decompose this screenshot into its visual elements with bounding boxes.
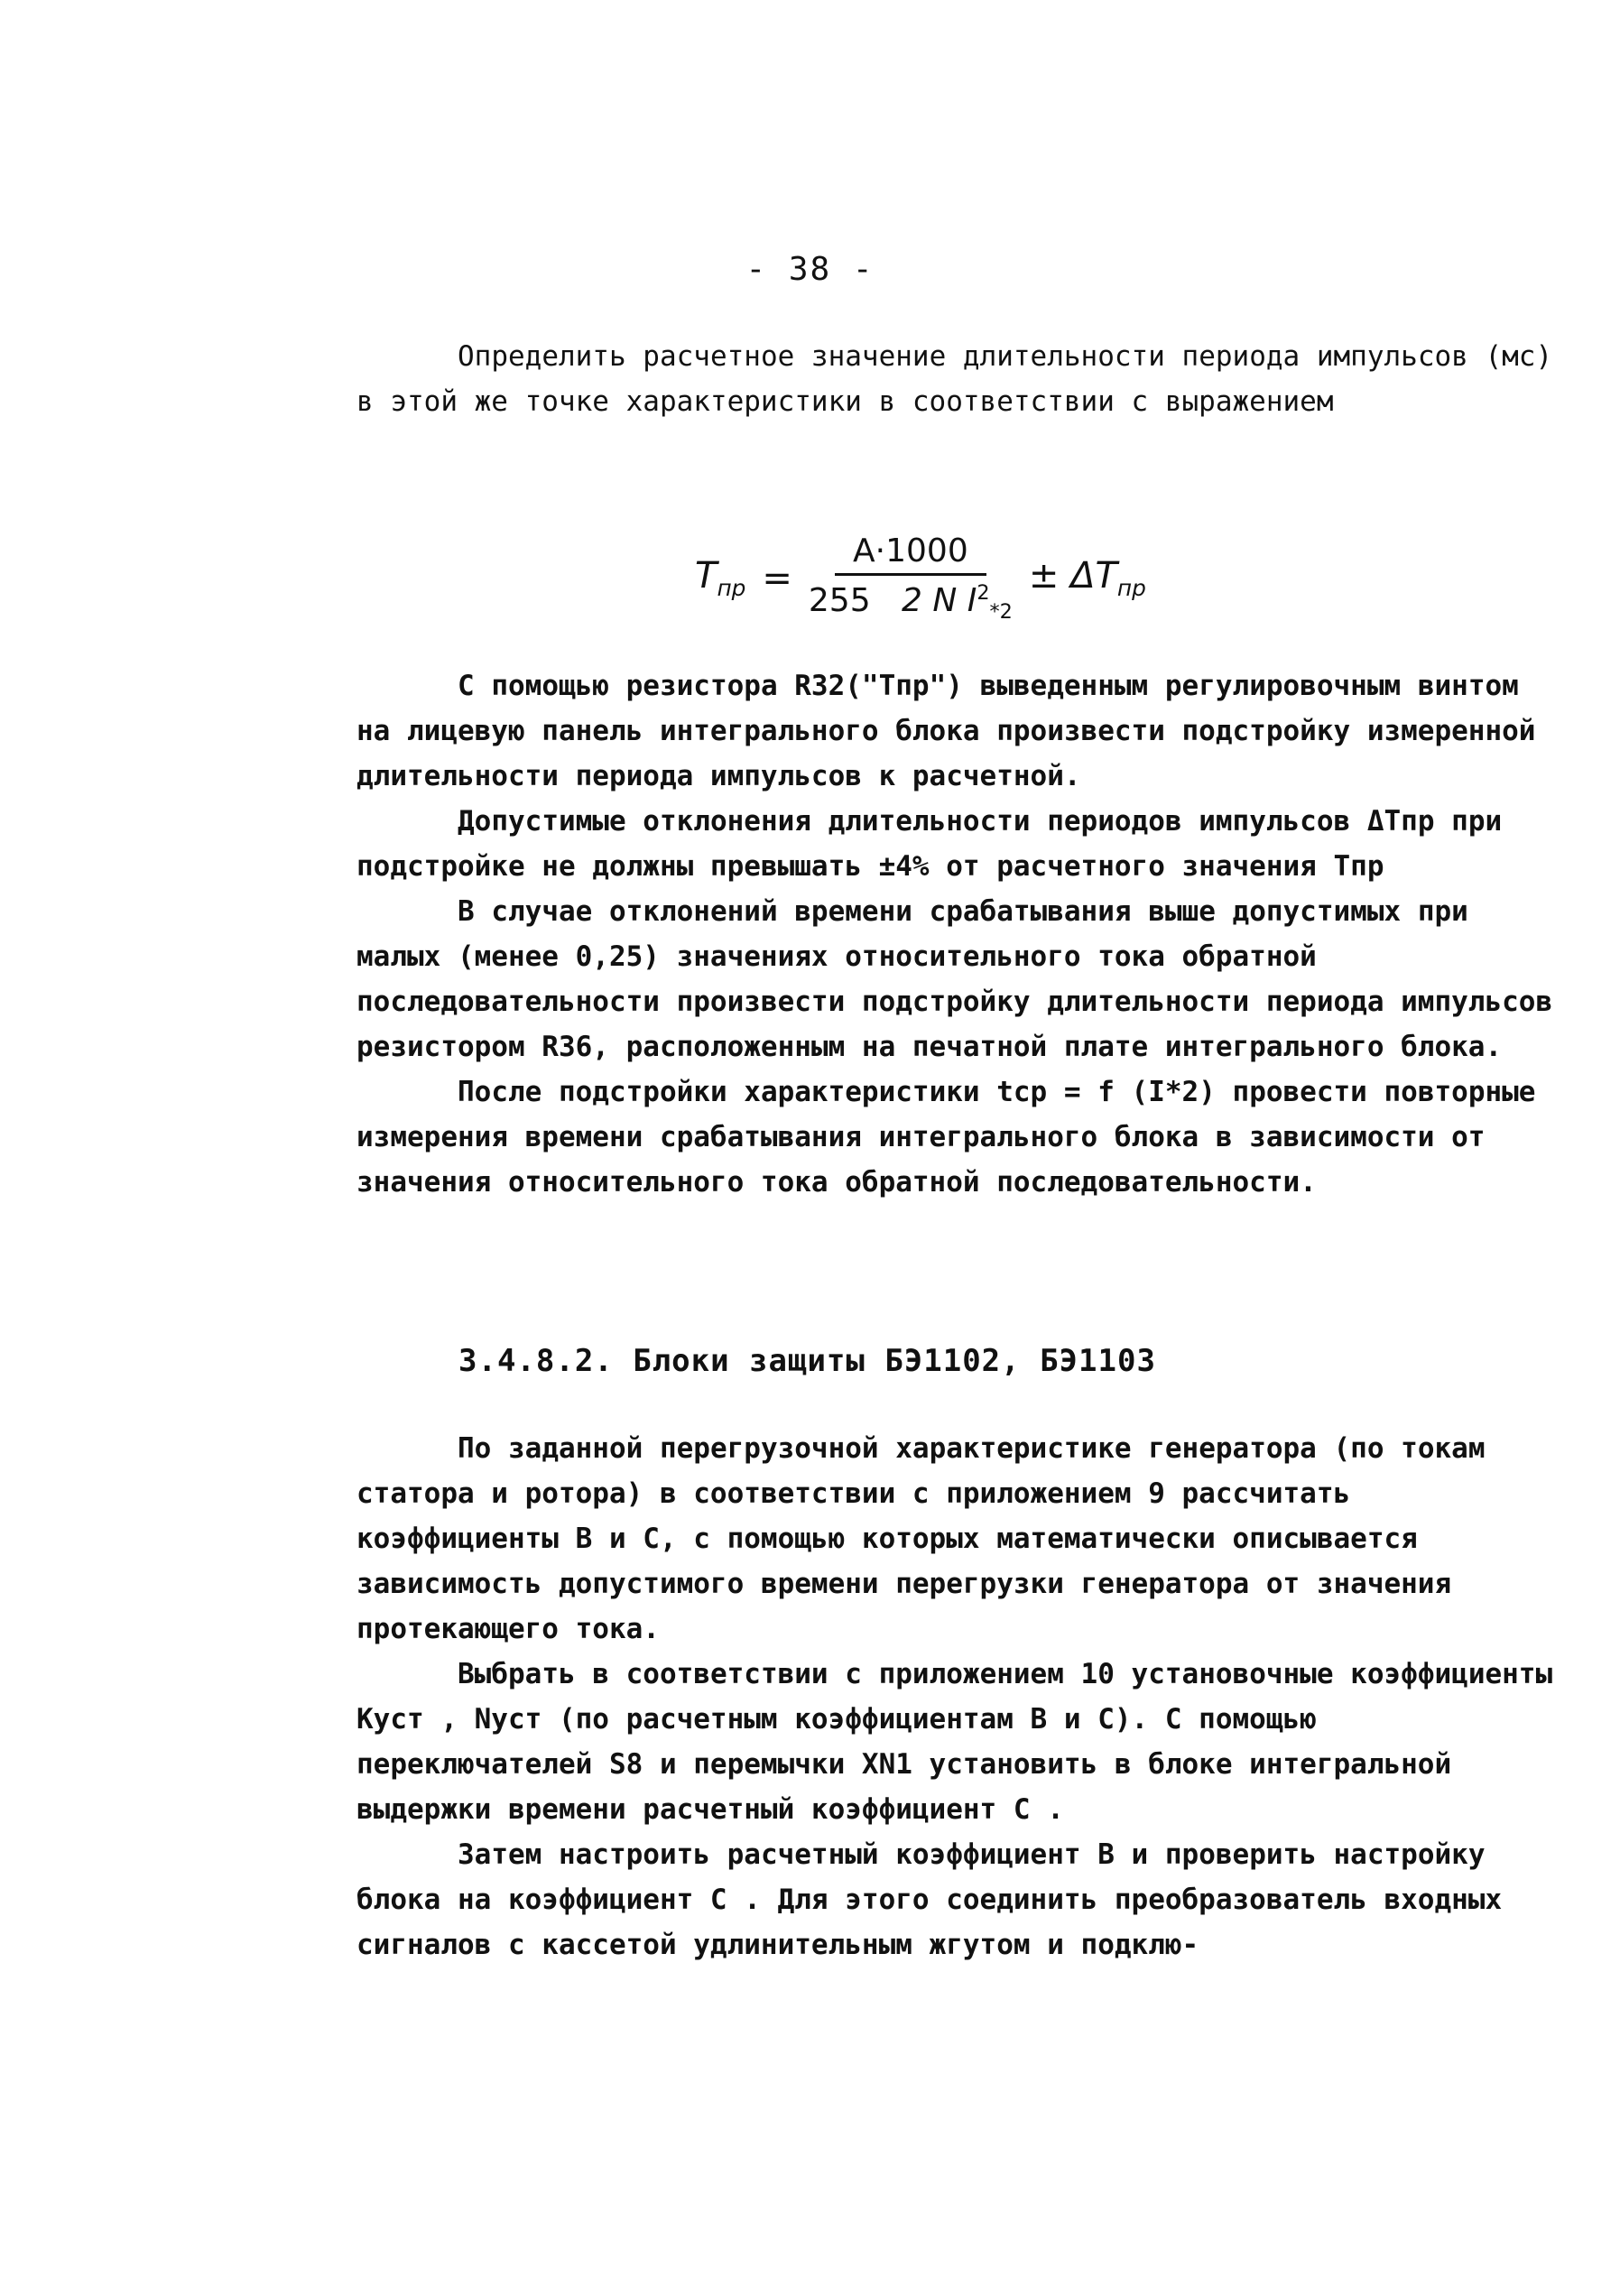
body-block-1	[356, 663, 1557, 1205]
paragraph-tolerance: Допустимые отклонения длительности периодов импульсов ΔTпр при подстройке не должны превышать ±4% от расчетного значения Tпр	[356, 805, 1503, 883]
period-formula	[695, 532, 1146, 624]
formula-equals: =	[762, 557, 792, 599]
formula-fraction	[809, 532, 1013, 624]
paragraph-resistor-r32: С помощью резистора R32("Tпр") выведенным регулировочным винтом на лицевую панель интегрального блока произвести подстройку измеренной длительности периода импульсов к расчетной.	[356, 670, 1536, 792]
body-block-2	[356, 1426, 1557, 1967]
formula-lhs: $T_{пр}$	[695, 555, 746, 602]
section-title: 3.4.8.2. Блоки защиты БЭ1102, БЭ1103	[458, 1343, 1156, 1379]
intro-paragraph: Определить расчетное значение длительности периода импульсов (мс) в этой же точке характеристики в соответствии с выражением	[356, 340, 1553, 418]
paragraph-deviation: В случае отклонений времени срабатывания выше допустимых при малых (менее 0,25) значениях относительного тока обратной последовательности произвести подстройку длительности периода импульсов резистором R36, расположенным на печатной плате интегрального блока.	[356, 895, 1553, 1063]
paragraph-coefficients: По заданной перегрузочной характеристике генератора (по токам статора и ротора) в соответствии с приложением 9 рассчитать коэффициенты В и С, с помощью которых математически описывается зависимость допустимого времени перегрузки генератора от значения протекающего тока.	[356, 1432, 1486, 1645]
formula-denominator: 255 2 N $I^2_{*2}$	[808, 581, 1013, 625]
paragraph-configure: Затем настроить расчетный коэффициент В и проверить настройку блока на коэффициент С . Для этого соединить преобразователь входных сигналов с кассетой удлинительным жгутом и подклю-	[356, 1838, 1503, 1961]
formula-numerator: A·1000	[835, 532, 986, 576]
formula-tolerance: ± $\Delta T_{пр}$	[1028, 555, 1146, 602]
intro-block	[356, 334, 1557, 424]
paragraph-select-coefficients: Выбрать в соответствии с приложением 10 установочные коэффициенты Куст , Nуст (по расчетным коэффициентам В и С). С помощью переключателей S8 и перемычки XN1 установить в блоке интегральной выдержки времени расчетный коэффициент С .	[356, 1658, 1553, 1826]
paragraph-repeat-measurements: После подстройки характеристики tср = f (I*2) провести повторные измерения времени срабатывания интегрального блока в зависимости от значения относительного тока обратной последовательности.	[356, 1076, 1536, 1199]
page-number: - 38 -	[745, 251, 875, 288]
